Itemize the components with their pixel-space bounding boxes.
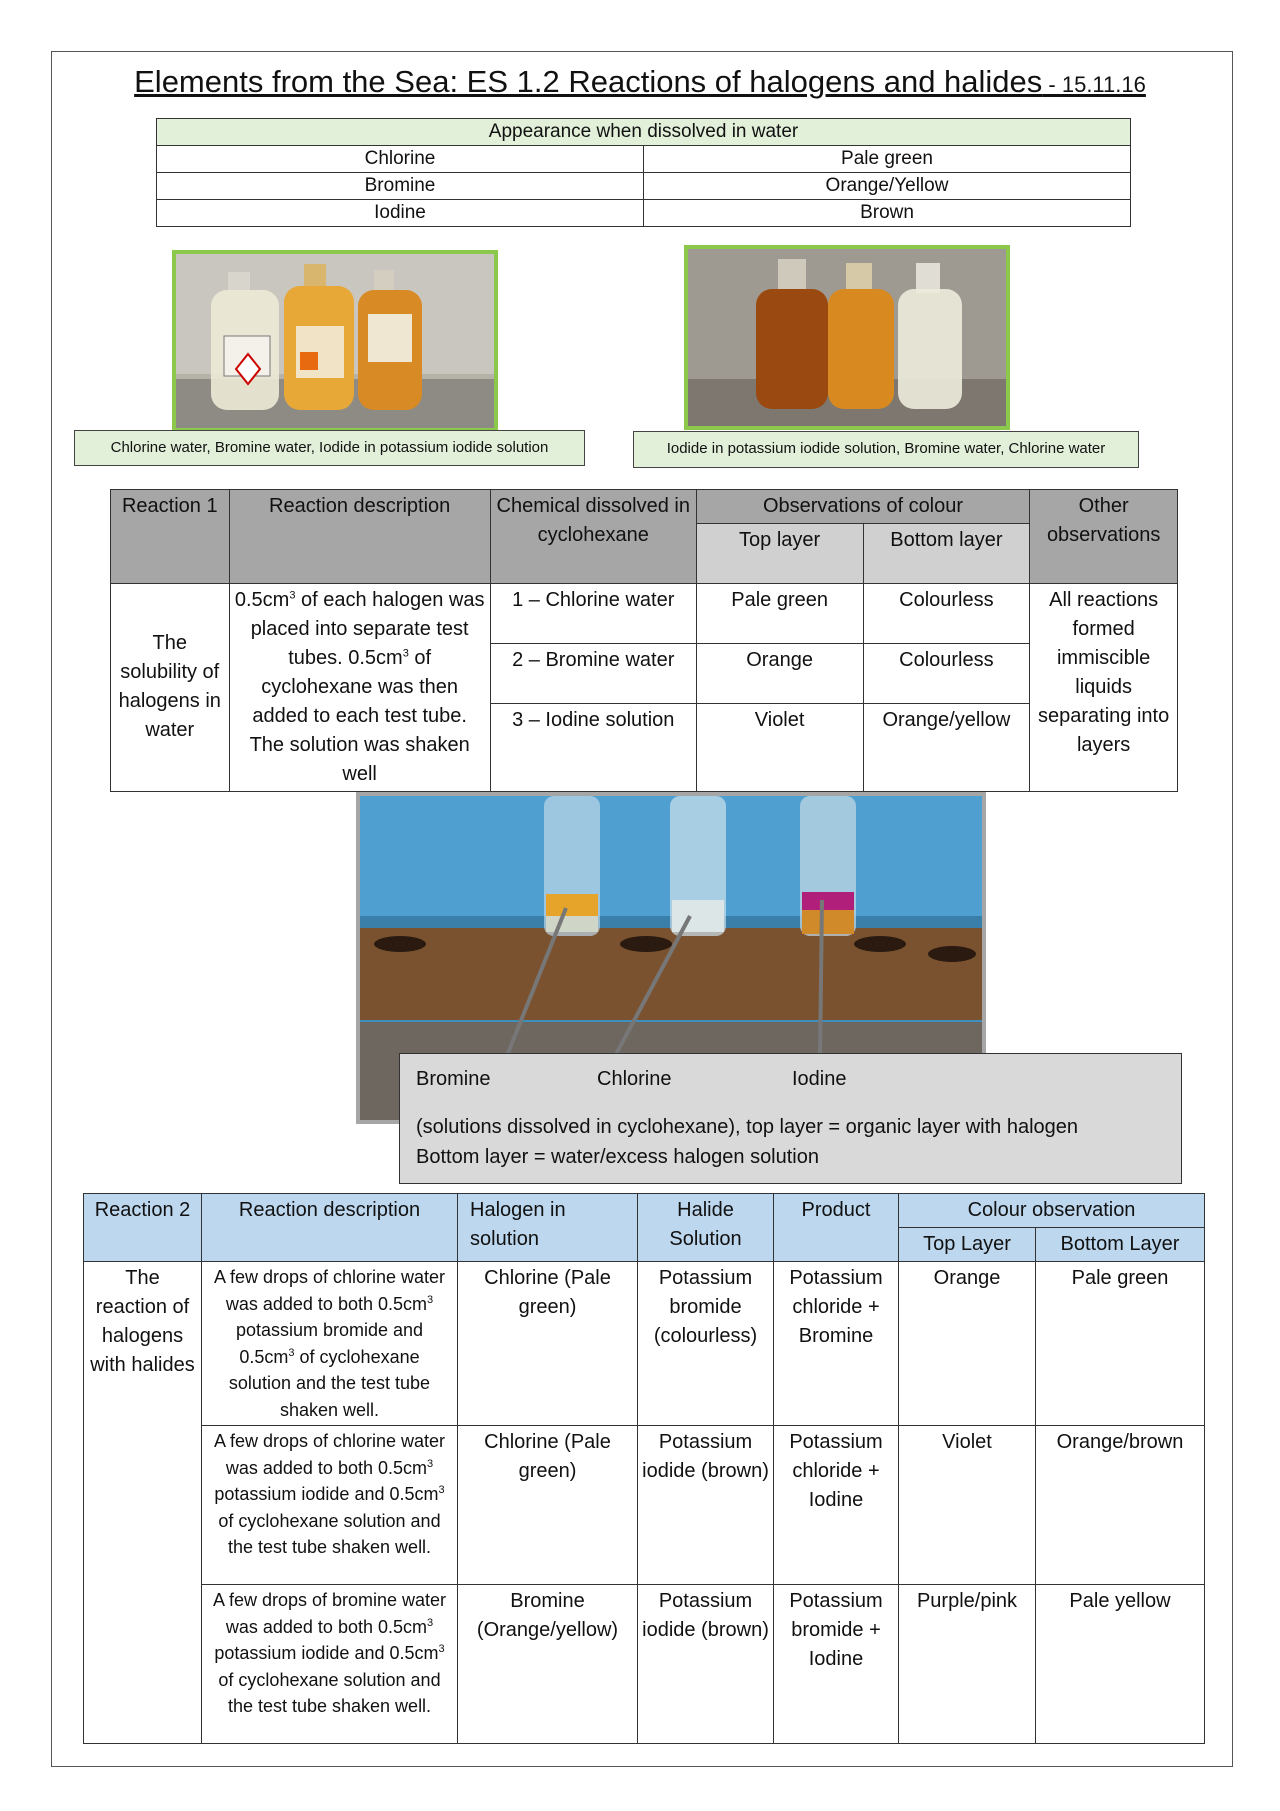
table-row (111, 584, 1178, 644)
appearance-header: Appearance when dissolved in water (157, 119, 1131, 146)
halogen-cell: Iodine (157, 200, 644, 227)
r1-bottom-colour: Colourless (863, 584, 1030, 644)
r2-top-colour: Purple/pink (899, 1585, 1036, 1744)
table-row (157, 146, 1131, 173)
r2-description: A few drops of chlorine water was added to both $0.5cm^3$ potassium bromide and $0.5cm^3$ of cyclohexane solution and the test tube shaken well. (202, 1262, 458, 1426)
page-title (0, 64, 1280, 100)
r1-header-bottom: Bottom layer (863, 524, 1030, 584)
reaction1-table (110, 489, 1178, 792)
title-date: - 15.11.16 (1042, 72, 1146, 97)
r1-bottom-colour: Colourless (863, 644, 1030, 704)
callout-label-bromine: Bromine (416, 1068, 491, 1090)
bottles-photo-left (172, 250, 498, 432)
r2-header-top: Top Layer (899, 1228, 1036, 1262)
r2-header-halide: Halide Solution (638, 1194, 774, 1262)
r1-top-colour: Pale green (696, 584, 863, 644)
halogen-cell: Chlorine (157, 146, 644, 173)
r2-header-reaction: Reaction 2 (84, 1194, 202, 1262)
r2-header-product: Product (774, 1194, 899, 1262)
table-row (84, 1262, 1205, 1426)
r2-product: Potassium chloride + Iodine (774, 1426, 899, 1585)
r2-bottom-colour: Orange/brown (1036, 1426, 1205, 1585)
r1-header-top: Top layer (696, 524, 863, 584)
r2-header-halogen: Halogen in solution (458, 1194, 638, 1262)
right-photo-caption: Iodide in potassium iodide solution, Bromine water, Chlorine water (633, 431, 1139, 468)
bottles-image (688, 249, 1006, 426)
r2-top-colour: Orange (899, 1262, 1036, 1426)
reaction2-table (83, 1193, 1205, 1744)
r1-header-observations: Observations of colour (696, 490, 1030, 524)
r2-reaction-name: The reaction of halogens with halides (84, 1262, 202, 1744)
r2-bottom-colour: Pale green (1036, 1262, 1205, 1426)
colour-cell: Brown (644, 200, 1131, 227)
appearance-table (156, 118, 1131, 227)
r1-bottom-colour: Orange/yellow (863, 704, 1030, 792)
r1-description: $0.5cm^3$ of each halogen was placed into separate test tubes. $0.5cm^3$ of cyclohexane was then added to each test tube. The solution was shaken well (229, 584, 490, 792)
bottles-photo-right (684, 245, 1010, 430)
callout-line-2: Bottom layer = water/excess halogen solution (416, 1146, 819, 1168)
left-photo-caption: Chlorine water, Bromine water, Iodide in potassium iodide solution (74, 430, 585, 466)
colour-cell: Orange/Yellow (644, 173, 1131, 200)
r1-chemical: 3 – Iodine solution (490, 704, 696, 792)
r2-description: A few drops of bromine water was added to both $0.5cm^3$ potassium iodide and $0.5cm^3$ of cyclohexane solution and the test tube shaken well. (202, 1585, 458, 1744)
tubes-callout (399, 1053, 1182, 1184)
r2-header-bottom: Bottom Layer (1036, 1228, 1205, 1262)
table-row (84, 1426, 1205, 1585)
r1-chemical: 2 – Bromine water (490, 644, 696, 704)
r1-other: All reactions formed immiscible liquids separating into layers (1030, 584, 1178, 792)
r2-bottom-colour: Pale yellow (1036, 1585, 1205, 1744)
r1-header-other: Other observations (1030, 490, 1178, 584)
table-row (157, 200, 1131, 227)
r2-product: Potassium bromide + Iodine (774, 1585, 899, 1744)
table-row (157, 173, 1131, 200)
r1-top-colour: Orange (696, 644, 863, 704)
r2-header-colour: Colour observation (899, 1194, 1205, 1228)
r1-header-chemical: Chemical dissolved in cyclohexane (490, 490, 696, 584)
callout-line-1: (solutions dissolved in cyclohexane), top layer = organic layer with halogen (416, 1116, 1079, 1138)
r2-halide: Potassium iodide (brown) (638, 1585, 774, 1744)
r2-description: A few drops of chlorine water was added to both $0.5cm^3$ potassium iodide and $0.5cm^3$ of cyclohexane solution and the test tube shaken well. (202, 1426, 458, 1585)
r2-product: Potassium chloride + Bromine (774, 1262, 899, 1426)
r2-halogen: Chlorine (Pale green) (458, 1426, 638, 1585)
r2-halide: Potassium bromide (colourless) (638, 1262, 774, 1426)
r2-halogen: Chlorine (Pale green) (458, 1262, 638, 1426)
r1-header-reaction: Reaction 1 (111, 490, 230, 584)
r2-halogen: Bromine (Orange/yellow) (458, 1585, 638, 1744)
table-row (84, 1585, 1205, 1744)
callout-label-chlorine: Chlorine (597, 1068, 672, 1090)
r1-reaction-name: The solubility of halogens in water (111, 584, 230, 792)
title-text: Elements from the Sea: ES 1.2 Reactions of halogens and halides (134, 64, 1043, 99)
r2-top-colour: Violet (899, 1426, 1036, 1585)
r2-header-description: Reaction description (202, 1194, 458, 1262)
colour-cell: Pale green (644, 146, 1131, 173)
r2-halide: Potassium iodide (brown) (638, 1426, 774, 1585)
r1-header-description: Reaction description (229, 490, 490, 584)
r1-chemical: 1 – Chlorine water (490, 584, 696, 644)
halogen-cell: Bromine (157, 173, 644, 200)
callout-label-iodine: Iodine (792, 1068, 847, 1090)
bottles-image (176, 254, 494, 428)
r1-top-colour: Violet (696, 704, 863, 792)
